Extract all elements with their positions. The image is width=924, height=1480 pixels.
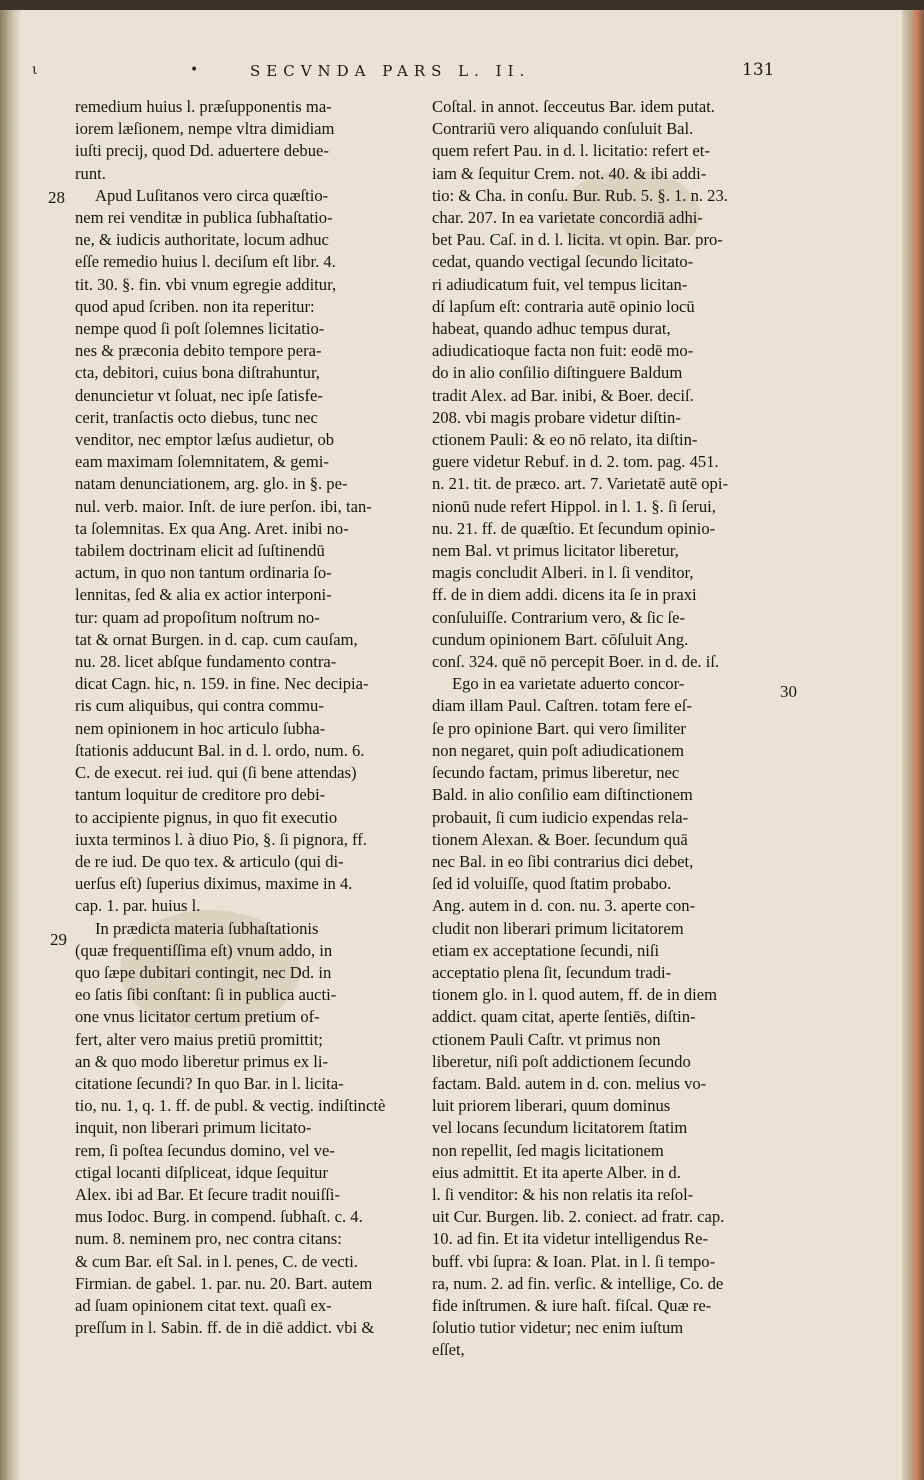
text-line: non repellit, ſed magis licitationem bbox=[432, 1140, 664, 1160]
text-line: nec Bal. in eo ſibi contrarius dici debet, bbox=[432, 851, 694, 871]
text-line: ra, num. 2. ad fin. verſic. & intellige, Co. de bbox=[432, 1273, 724, 1293]
text-line: Coſtal. in annot. ſecceutus Bar. idem putat. bbox=[432, 97, 715, 116]
text-line: adiudicatioque facta non fuit: eodē mo- bbox=[432, 341, 694, 361]
margin-mark: ι bbox=[32, 62, 38, 78]
text-line: tio: & Cha. in conſu. Bur. Rub. 5. §. 1. n. 23. bbox=[432, 185, 728, 205]
text-line: quo ſæpe dubitari contingit, nec Dd. in bbox=[75, 962, 332, 982]
text-line: tionem Alexan. & Boer. ſecundum quā bbox=[432, 829, 688, 849]
text-line: etiam ex acceptatione ſecundi, niſi bbox=[432, 940, 660, 960]
text-line: ta ſolemnitas. Ex qua Ang. Aret. inibi no- bbox=[75, 518, 349, 538]
text-line: nu. 21. ff. de quæſtio. Et ſecundum opinio- bbox=[432, 518, 716, 538]
text-line: num. 8. neminem pro, nec contra citans: bbox=[75, 1229, 342, 1249]
text-line: ad ſuam opinionem citat text. quaſi ex- bbox=[75, 1295, 332, 1315]
text-line: fert, alter vero maius pretiū promittit; bbox=[75, 1029, 323, 1049]
text-line: conſ. 324. quē nō percepit Boer. in d. de. iſ. bbox=[432, 652, 720, 672]
text-line: ff. de in diem addi. dicens ita ſe in praxi bbox=[432, 585, 697, 605]
text-line: 10. ad fin. Et ita videtur intelligendus Re- bbox=[432, 1229, 709, 1249]
text-line: addict. quam citat, aperte ſentiēs, diſtin- bbox=[432, 1007, 696, 1027]
text-line: liberetur, niſi poſt addictionem ſecundo bbox=[432, 1051, 691, 1071]
text-line: Contrariū vero aliquando conſuluit Bal. bbox=[432, 119, 694, 139]
text-line: guere videtur Rebuf. in d. 2. tom. pag. 451. bbox=[432, 452, 719, 472]
text-line: eſſe remedio huius l. deciſum eſt libr. 4. bbox=[75, 252, 336, 272]
text-line: actum, in quo non tantum ordinaria ſo- bbox=[75, 563, 332, 583]
text-line: Alex. ibi ad Bar. Et ſecure tradit nouiſſi- bbox=[75, 1184, 340, 1204]
text-line: dí lapſum eſt: contraria autē opinio locū bbox=[432, 296, 695, 316]
text-line: ſed id voluiſſe, quod ſtatim probabo. bbox=[432, 874, 672, 894]
text-line: vel locans ſecundum licitatorem ſtatim bbox=[432, 1118, 688, 1138]
text-line: iuxta terminos l. à diuo Pio, §. ſi pignora, ff. bbox=[75, 829, 367, 849]
text-line: mus Iodoc. Burg. in compend. ſubhaſt. c. 4. bbox=[75, 1207, 363, 1227]
text-line: ctionem Pauli: & eo nō relato, ita diſtin- bbox=[432, 430, 698, 450]
text-line: rem, ſi poſtea ſecundus domino, vel ve- bbox=[75, 1140, 335, 1160]
text-line: char. 207. In ea varietate concordiā adhi- bbox=[432, 208, 703, 228]
text-line: cludit non liberari primum licitatorem bbox=[432, 918, 684, 938]
left-text-column bbox=[75, 96, 413, 1339]
text-line: cerit, tranſactis octo diebus, tunc nec bbox=[75, 407, 318, 427]
text-line: cta, debitori, cuius bona diſtrahuntur, bbox=[75, 363, 320, 383]
text-line: lennitas, ſed & alia ex actior interponi- bbox=[75, 585, 332, 605]
text-line: eſſet, bbox=[432, 1340, 465, 1360]
binding-gutter bbox=[0, 10, 22, 1480]
text-line: tit. 30. §. fin. vbi vnum egregie additur, bbox=[75, 274, 337, 294]
text-line: cundum opinionem Bart. cōſuluit Ang. bbox=[432, 629, 689, 649]
text-line: nem opinionem in hoc articulo ſubha- bbox=[75, 718, 326, 738]
text-line: ſe pro opinione Bart. qui vero ſimiliter bbox=[432, 718, 686, 738]
text-line: one vnus licitator certum pretium of- bbox=[75, 1007, 320, 1027]
text-line: factam. Bald. autem in d. con. melius vo- bbox=[432, 1073, 707, 1093]
text-line: venditor, nec emptor læſus audietur, ob bbox=[75, 430, 335, 450]
text-line: nul. verb. maior. Inſt. de iure perſon. ibi, tan- bbox=[75, 496, 372, 516]
text-line: eius admittit. Et ita aperte Alber. in d. bbox=[432, 1162, 681, 1182]
text-line: tio, nu. 1, q. 1. ff. de publ. & vectig. indiſtinctè bbox=[75, 1096, 386, 1116]
text-line: cap. 1. par. huius l. bbox=[75, 896, 201, 916]
text-line: tat & ornat Burgen. in d. cap. cum cauſam, bbox=[75, 629, 358, 649]
text-line: citatione ſecundi? In quo Bar. in l. licita- bbox=[75, 1073, 344, 1093]
text-line: l. ſi venditor: & his non relatis ita reſol- bbox=[432, 1184, 694, 1204]
text-line: C. de execut. rei iud. qui (ſi bene attendas) bbox=[75, 763, 357, 783]
header-dot: • bbox=[190, 62, 199, 78]
text-line: natam denunciationem, arg. glo. in §. pe- bbox=[75, 474, 348, 494]
text-line: iam & ſequitur Crem. not. 40. & ibi addi- bbox=[432, 163, 707, 183]
running-title: SECVNDA PARS L. II. bbox=[250, 62, 531, 80]
text-line: & cum Bar. eſt Sal. in l. penes, C. de vecti. bbox=[75, 1251, 358, 1271]
text-line: uit Cur. Burgen. lib. 2. coniect. ad fratr. cap. bbox=[432, 1207, 725, 1227]
margin-number-29: 29 bbox=[50, 930, 67, 949]
text-line: iorem læſionem, nempe vltra dimidiam bbox=[75, 119, 335, 139]
text-line: Ego in ea varietate aduerto concor- bbox=[452, 674, 685, 694]
text-line: In prædicta materia ſubhaſtationis bbox=[95, 918, 319, 938]
text-line: buff. vbi ſupra: & Ioan. Plat. in l. ſi tempo- bbox=[432, 1251, 716, 1271]
text-line: nem rei venditæ in publica ſubhaſtatio- bbox=[75, 208, 333, 228]
text-line: ri adiudicatum fuit, vel tempus licitan- bbox=[432, 274, 688, 294]
text-line: tabilem doctrinam elicit ad ſuſtinendū bbox=[75, 541, 325, 561]
text-line: 208. vbi magis probare videtur diſtin- bbox=[432, 407, 681, 427]
text-line: bet Pau. Caſ. in d. l. licita. vt opin. Bar. pro- bbox=[432, 230, 723, 250]
text-line: ſecundo factam, primus liberetur, nec bbox=[432, 763, 680, 783]
text-line: remedium huius l. præſupponentis ma- bbox=[75, 97, 332, 116]
text-line: luit priorem liberari, quum dominus bbox=[432, 1096, 671, 1116]
text-line: quem refert Pau. in d. l. licitatio: refert et- bbox=[432, 141, 710, 161]
text-line: Apud Luſitanos vero circa quæſtio- bbox=[95, 185, 329, 205]
right-text-column bbox=[432, 96, 777, 1362]
text-line: tradit Alex. ad Bar. inibi, & Boer. deciſ. bbox=[432, 385, 694, 405]
text-line: non negaret, quin poſt adiudicationem bbox=[432, 740, 685, 760]
text-line: Ang. autem in d. con. nu. 3. aperte con- bbox=[432, 896, 696, 916]
text-line: dicat Cagn. hic, n. 159. in fine. Nec decipia- bbox=[75, 674, 369, 694]
text-line: tionem glo. in l. quod autem, ff. de in diem bbox=[432, 985, 717, 1005]
text-line: an & quo modo liberetur primus ex li- bbox=[75, 1051, 329, 1071]
text-line: fide inſtrumen. & iure haſt. fiſcal. Quæ re- bbox=[432, 1295, 712, 1315]
text-line: diam illam Paul. Caſtren. totam fere eſ- bbox=[432, 696, 692, 716]
text-line: nes & præconia debito tempore pera- bbox=[75, 341, 322, 361]
text-line: preſſum in l. Sabin. ff. de in diē addict. vbi & bbox=[75, 1318, 375, 1338]
margin-number-30: 30 bbox=[780, 682, 797, 701]
text-line: magis concludit Alberi. in l. ſi venditor, bbox=[432, 563, 694, 583]
text-line: conſuluiſſe. Contrarium vero, & ſic ſe- bbox=[432, 607, 685, 627]
text-line: ne, & iudicis authoritate, locum adhuc bbox=[75, 230, 329, 250]
text-line: (quæ frequentiſſima eſt) vnum addo, in bbox=[75, 940, 333, 960]
text-line: uerſus eſt) ſuperius diximus, maxime in 4. bbox=[75, 874, 353, 894]
margin-number-28: 28 bbox=[48, 188, 65, 207]
text-line: probauit, ſi cum iudicio expendas rela- bbox=[432, 807, 689, 827]
text-line: to accipiente pignus, in quo fit executio bbox=[75, 807, 338, 827]
text-line: acceptatio plena ſit, ſecundum tradi- bbox=[432, 962, 672, 982]
text-line: nionū nude refert Hippol. in l. 1. §. ſi ſerui, bbox=[432, 496, 716, 516]
text-line: Firmian. de gabel. 1. par. nu. 20. Bart. autem bbox=[75, 1273, 373, 1293]
text-line: eo ſatis ſibi conſtant: ſi in publica aucti- bbox=[75, 985, 337, 1005]
text-line: de re iud. De quo tex. & articulo (qui di- bbox=[75, 851, 344, 871]
text-line: nem Bal. vt primus licitator liberetur, bbox=[432, 541, 679, 561]
text-line: inquit, non liberari primum licitato- bbox=[75, 1118, 312, 1138]
text-line: eam maximam ſolemnitatem, & gemi- bbox=[75, 452, 329, 472]
text-line: denuncietur vt ſoluat, nec ipſe ſatisfe- bbox=[75, 385, 323, 405]
text-line: runt. bbox=[75, 163, 106, 183]
text-line: n. 21. tit. de præco. art. 7. Varietatē autē opi- bbox=[432, 474, 728, 494]
text-line: tantum loquitur de creditore pro debi- bbox=[75, 785, 326, 805]
text-line: tur: quam ad propoſitum noſtrum no- bbox=[75, 607, 320, 627]
text-line: ctionem Pauli Caſtr. vt primus non bbox=[432, 1029, 661, 1049]
text-line: cedat, quando vectigal ſecundo licitato- bbox=[432, 252, 694, 272]
page-number: 131 bbox=[742, 60, 775, 80]
text-line: nempe quod ſi poſt ſolemnes licitatio- bbox=[75, 319, 325, 339]
running-header bbox=[0, 62, 924, 86]
text-line: do in alio conſilio diſtinguere Baldum bbox=[432, 363, 683, 383]
text-line: Bald. in alio conſilio eam diſtinctionem bbox=[432, 785, 693, 805]
text-line: quod apud ſcriben. non ita reperitur: bbox=[75, 296, 315, 316]
page-edge bbox=[902, 10, 924, 1480]
text-line: habeat, quando adhuc tempus durat, bbox=[432, 319, 671, 339]
text-line: nu. 28. licet abſque fundamento contra- bbox=[75, 652, 337, 672]
scan-top-border bbox=[0, 0, 924, 10]
text-line: ris cum aliquibus, qui contra commu- bbox=[75, 696, 324, 716]
text-line: ſtationis adducunt Bal. in d. l. ordo, num. 6. bbox=[75, 740, 365, 760]
text-line: ſolutio tutior videtur; nec enim iuſtum bbox=[432, 1318, 684, 1338]
text-line: ctigal locanti diſpliceat, idque ſequitur bbox=[75, 1162, 328, 1182]
text-line: iuſti precij, quod Dd. aduertere debue- bbox=[75, 141, 329, 161]
